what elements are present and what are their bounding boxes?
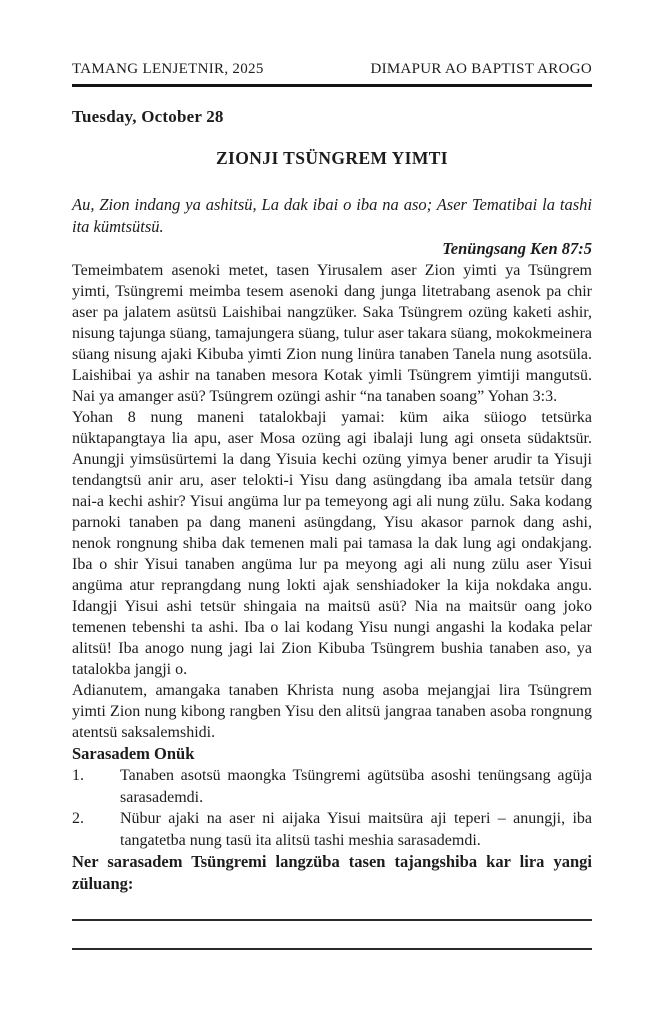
body-paragraph: Temeimbatem asenoki metet, tasen Yirusalem aser Zion yimti ya Tsüngrem yimti, Tsüngremi meimba tesem asenoki dang junga litetrabang asenok pa chir aser pa jalatem asütsü Laishibai nangzüker. Saka Tsüngrem ozüng kaketi ashir, nisung tajunga süang, tamajungera süang, tulur aser takara süang, mokokmeinera süang nisung ajaki Kibuba yimti Zion nung linüra tanaben Tanela nung asotsüla. Laishibai ya ashir na tanaben mesora Kotak yimli Tsüngrem yimtiji mangutsü. Nai ya amanger asü? Tsüngrem ozüngi ashir “na tanaben soang” Yohan 3:3.	[72, 262, 592, 405]
list-item	[72, 808, 592, 851]
answer-line	[72, 948, 592, 950]
list-item-text: Nübur ajaki na aser ni aijaka Yisui maitsüra aji teperi – anungji, iba tangatetba nung tasü ita alitsü tashi meshia sarasademdi.	[120, 810, 592, 849]
body-paragraph: Yohan 8 nung maneni tatalokbaji yamai: küm aika süiogo tetsürka nüktapangtaya lia apu, aser Mosa ozüng agi ibalaji lung agi onseta südaktsür. Anungji yimsüsürtemi la dang Yisuia kechi ozüng yimya bener arudir ta Yisuji tendangtsü anir aru, aser telokti-i Yisu dang asüngdang iba amala tetsür dang nai-a kechi ashir? Yisui angüma lur pa temeyong agi ali nung zülu. Saka kodang parnoki tanaben pa dang maneni asüngdang, Yisu akasor parnok dang ashi, nenok rongnung shiba dak temenen mali pai tamasa la dak lung agi ondakjang. Iba o shir Yisui tanaben angüma lur pa meyong agi ali nung zülu aser Yisui angüma atur reprangdang nung lokti ajak senshiadoker la kija nokdaka angu. Idangji Yisui ashi tetsür shingaia na maitsü asü? Nia na maitsür oang joko temenen tebenshi ta ashi. Iba o lai kodang Yisu nungi angashi la kodaka pelar alitsü! Iba anogo nung jagi lai Zion Kibuba Tsüngrem bushia tanaben aso, ya tatalokba jangji o.	[72, 409, 592, 678]
list-item-number: 1.	[72, 767, 84, 784]
page-title: ZIONJI TSÜNGREM YIMTI	[215, 148, 449, 168]
church-name: DIMAPUR AO BAPTIST AROGO	[370, 61, 592, 77]
list-item-text: Tanaben asotsü maongka Tsüngremi agütsüba asoshi tenüngsang agüja sarasademdi.	[120, 767, 592, 806]
devotional-body	[72, 260, 592, 743]
body-paragraph: Adianutem, amangaka tanaben Khrista nung asoba mejangjai lira Tsüngrem yimti Zion nung kibong rangben Yisu den alitsü jangraa tanaben asoba rongnung atentsü saksalemshidi.	[72, 682, 592, 741]
reflection-list	[72, 765, 592, 851]
reflection-heading: Sarasadem Onük	[72, 744, 195, 763]
answer-line	[72, 919, 592, 921]
closing-prompt: Ner sarasadem Tsüngremi langzüba tasen tajangshiba kar lira yangi züluang:	[72, 852, 592, 893]
scripture-quote: Au, Zion indang ya ashitsü, La dak ibai o iba na aso; Aser Tematibai la tashi ita kümtsütsü.	[72, 195, 592, 236]
publication-name: TAMANG LENJETNIR, 2025	[72, 61, 264, 77]
scripture-reference: Tenüngsang Ken 87:5	[442, 239, 592, 258]
list-item-number: 2.	[72, 810, 84, 827]
list-item	[72, 765, 592, 808]
masthead	[72, 60, 592, 87]
date-heading: Tuesday, October 28	[72, 107, 224, 126]
